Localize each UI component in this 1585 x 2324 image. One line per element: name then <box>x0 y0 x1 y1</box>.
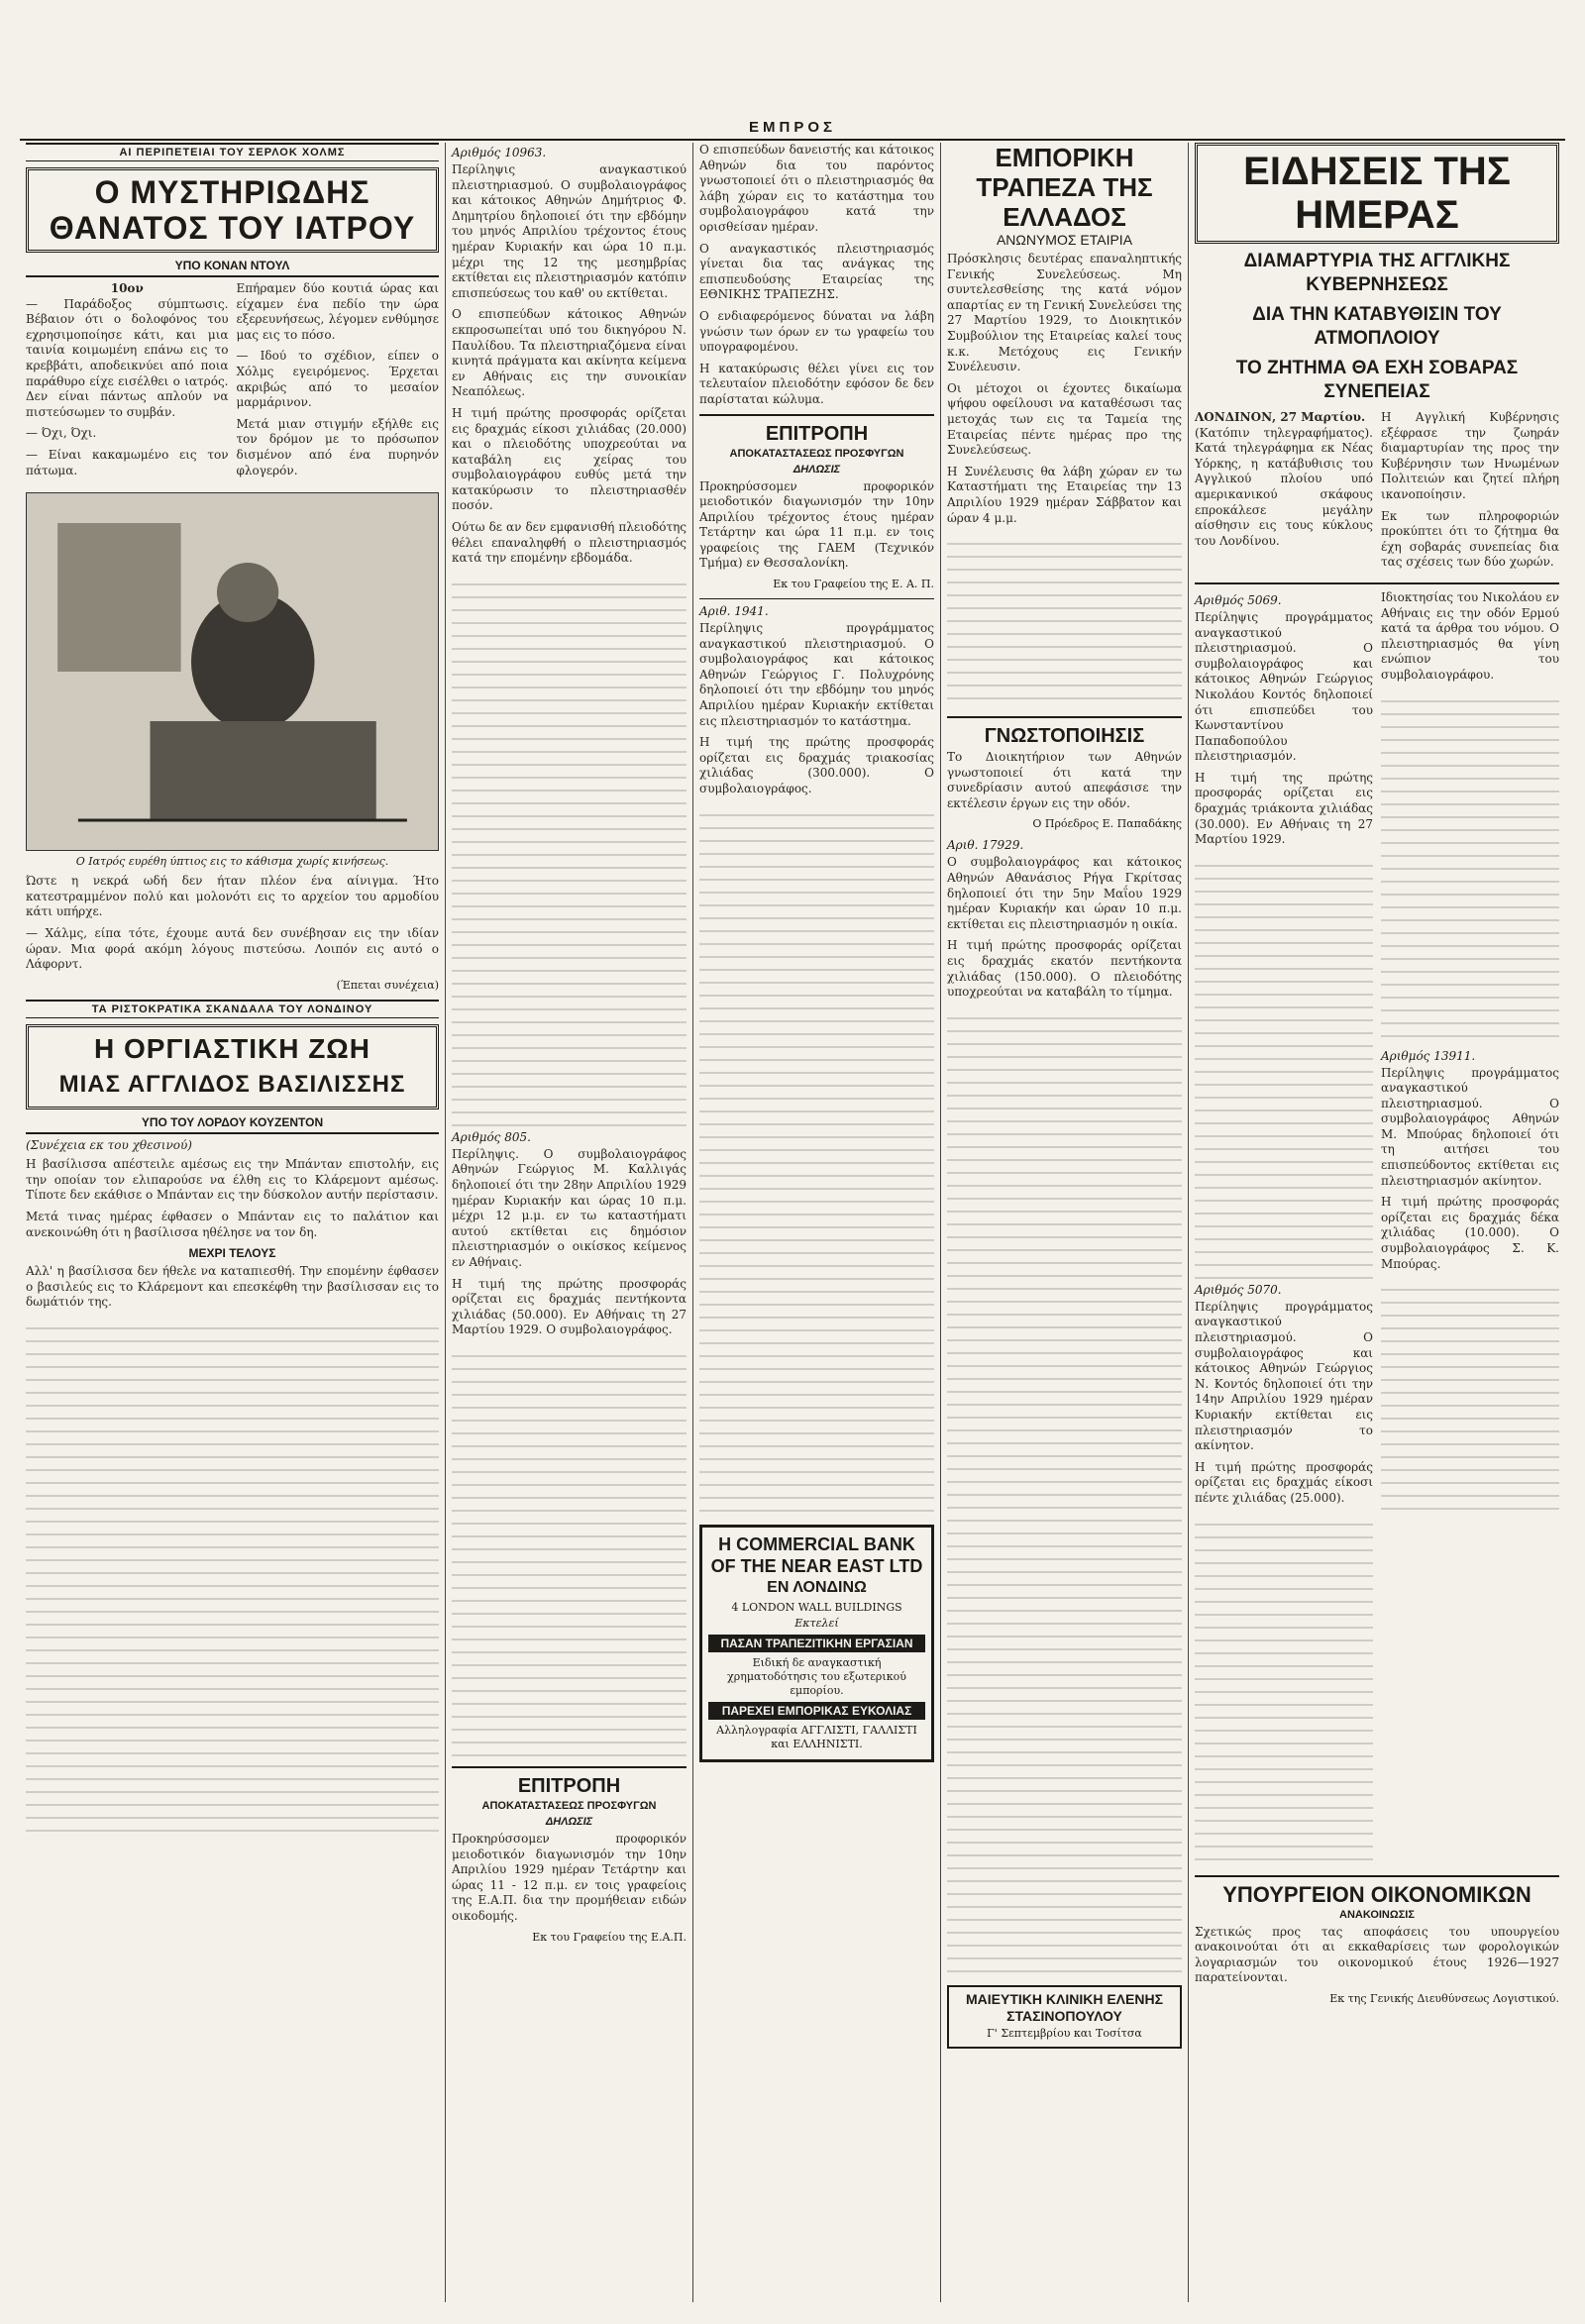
divider <box>1195 1875 1559 1877</box>
scandal-paragraph: Η βασίλισσα απέστειλε αμέσως εις την Μπάνταν επιστολήν, εις την οποίαν τον ελιπαρούσε να έλθη εις το Κλάρεμοντ αμέσως. Τίποτε δεν εκάθισε ο Μπάνταν εις την δύσκολον αυτήν περίστασιν. <box>26 1157 439 1203</box>
notice-text: Το Διοικητήριον των Αθηνών γνωστοποιεί ότι κατά την συνεδρίασιν αυτού απεφάσισε την εκτέλεσιν έργων εις την οδόν. <box>947 750 1182 810</box>
serial-headline-line2: ΘΑΝΑΤΟΣ ΤΟΥ ΙΑΤΡΟΥ <box>49 210 416 246</box>
serial-paragraph: — Ιδού το σχέδιον, είπεν ο Χόλμς εγειρόμενος. Έρχεται ακριβώς από το μεσαίον μαρμάρινον. <box>236 349 439 410</box>
news-paragraph: Εκ των πληροφοριών προκύπτει ότι το ζήτημα θα έχη σοβαράς συνεπείας δια τας σχέσεις των δύο χωρών. <box>1381 508 1559 570</box>
ad-title-line2: OF THE NEAR EAST LTD <box>710 1555 923 1576</box>
article-number: Αριθμός 13911. <box>1381 1048 1476 1063</box>
clinic-ad-address: Γ' Σεπτεμβρίου και Τοσίτσα <box>987 2026 1142 2040</box>
illustration-drawing <box>27 493 438 850</box>
scandal-subhead: ΜΕΧΡΙ ΤΕΛΟΥΣ <box>188 1246 276 1261</box>
column-legal-notices-a <box>446 143 693 2302</box>
notice-paragraph: Ο επισπεύδων κάτοικος Αθηνών εκπροσωπείται υπό του δικηγόρου Ν. Παυλίδου. Τα πλειστηριαζόμενα είναι κινητά πράγματα και ακίνητα κείμενα εν Αθήναις εις την συνοικίαν Νεαπόλεως. <box>452 307 687 399</box>
ad-title-line1: Η COMMERCIAL BANK <box>718 1533 915 1554</box>
serial-paragraph: Ώστε η νεκρά ωδή δεν ήταν πλέον ένα αίνιγμα. Ήτο κατεστραμμένον πολύ και μολονότι εις το αρχείον του αρμοδίου κάτι υπήρχε. <box>26 874 439 919</box>
text-filler <box>26 1317 439 1832</box>
refugee-committee-title: ΕΠΙΤΡΟΠΗ <box>765 422 869 445</box>
serial-byline: ΥΠΟ ΚΟΝΑΝ ΝΤΟΥΛ <box>26 259 439 277</box>
notice-paragraph: Περίληψις προγράμματος αναγκαστικού πλειστηριασμού. Ο συμβολαιογράφος και κάτοικος Αθηνών Γεώργιος Γ. Πολυχρόνης δηλοποιεί ότι την εβδόμην του μηνός Απριλίου ημέραν Κυριακήν εκτίθεται εις πλειστηριασμόν το κατάστημα. <box>699 621 934 728</box>
notice-paragraph: Ιδιοκτησίας του Νικολάου εν Αθήναις εις την οδόν Ερμού κατά τα άρθρα του νόμου. Ο πλειστηριασμός θα γίνη ενώπιον του συμβολαιογράφου. <box>1381 589 1559 682</box>
text-filler <box>947 532 1182 710</box>
clinic-ad-title: ΜΑΙΕΥΤΙΚΗ ΚΛΙΝΙΚΗ ΕΛΕΝΗΣ ΣΤΑΣΙΝΟΠΟΥΛΟΥ <box>966 1990 1163 2024</box>
masthead: ΕΜΠΡΟΣ <box>20 117 1565 141</box>
article-number: Αριθ. 17929. <box>947 838 1024 853</box>
notice-paragraph: Η τιμή πρώτης προσφοράς ορίζεται εις δραχμάς είκοσι πέντε χιλιάδας (25.000). <box>1195 1459 1373 1505</box>
column-serial-stories <box>20 143 446 2302</box>
serial-paragraph: — Παράδοξος σύμπτωσις. Βέβαιον ότι ο δολοφόνος του εχρησιμοποίησε κάτι, και μια ταινία κοιμωμένη επάνω εις το κρεββάτι, αποδεικνύει από ποια παράθυρο είχε εισέλθει ο ιατρός. Δεν είναι πάντως απλούν να πιστεύσωμεν το συμβάν. <box>26 296 229 419</box>
notice-paragraph: Η τιμή πρώτης προσφοράς ορίζεται εις δραχμάς δέκα χιλιάδας (10.000). Ο συμβολαιογράφος Σ. Κ. Μπούρας. <box>1381 1195 1559 1271</box>
notice-paragraph: Ούτω δε αν δεν εμφανισθή πλειοδότης θέλει επαναληφθή ο πλειστηριασμός κατά την επομένην εβδομάδα. <box>452 520 687 566</box>
refugee-committee-subtitle: ΑΠΟΚΑΤΑΣΤΑΣΕΩΣ ΠΡΟΣΦΥΓΩΝ <box>481 1799 657 1812</box>
scandal-headline-line1: Η ΟΡΓΙΑΣΤΙΚΗ ΖΩΗ <box>94 1032 370 1064</box>
refugee-committee-title: ΕΠΙΤΡΟΠΗ <box>517 1774 621 1797</box>
ad-line: Εκτελεί <box>794 1616 839 1630</box>
column-news-of-the-day <box>1189 143 1565 2302</box>
episode-number: 10ον <box>110 281 144 295</box>
notice-paragraph: Η Συνέλευσις θα λάβη χώραν εν τω Καταστήματι της Εταιρείας την 13 Απριλίου 1929 ημέραν Σάββατον και ώραν 4 μ.μ. <box>947 464 1182 525</box>
notice-signature: Ο Πρόεδρος Ε. Παπαδάκης <box>1032 817 1182 831</box>
scandal-continued: (Συνέχεια εκ του χθεσινού) <box>26 1137 192 1152</box>
serial-illustration <box>26 492 439 851</box>
notice-paragraph: Ο επισπεύδων δανειστής και κάτοικος Αθηνών δια του παρόντος γνωστοποιεί ότι ο πλειστηριασμός θα λάβη χώραν εις το κατάστημα του συμβολαιογράφου κατά την ορισθείσαν ημέραν. <box>699 143 934 234</box>
notice-paragraph: Περίληψις αναγκαστικού πλειστηριασμού. Ο συμβολαιογράφος και κάτοικος Αθηνών Δημήτριος Φ. Δημητρίου δηλοποιεί ότι την εβδόμην του μηνός Απριλίου τρέχοντος έτους ημέραν Κυριακήν και ώρα 10 π.μ. μέχρι της 12 της μεσημβρίας εκτίθεται εις πλειστηριασμόν κατόπιν επισπεύσεως του καθ' ου εκτίθεται. <box>452 162 687 300</box>
serial-paragraph: — Είναι κακαμωμένο εις τον πάτωμα. <box>26 447 229 477</box>
serial-kicker: ΑΙ ΠΕΡΙΠΕΤΕΙΑΙ ΤΟΥ ΣΕΡΛΟΚ ΧΟΛΜΣ <box>26 143 439 161</box>
text-filler <box>452 1344 687 1760</box>
scandal-kicker: ΤΑ ΡΙΣΤΟΚΡΑΤΙΚΑ ΣΚΑΝΔΑΛΑ ΤΟΥ ΛΟΝΔΙΝΟΥ <box>26 1000 439 1018</box>
serial-headline-line1: Ο ΜΥΣΤΗΡΙΩΔΗΣ <box>94 174 370 210</box>
serial-signature: (Έπεται συνέχεια) <box>336 978 439 992</box>
divider <box>699 598 934 599</box>
ad-line: Αλληλογραφία ΑΓΓΛΙΣΤΙ, ΓΑΛΛΙΣΤΙ και ΕΛΛΗΝΙΣΤΙ. <box>716 1723 917 1750</box>
news-subtitle-2: ΔΙΑ ΤΗΝ ΚΑΤΑΒΥΘΙΣΙΝ ΤΟΥ ΑΤΜΟΠΛΟΙΟΥ <box>1252 304 1502 349</box>
notice-paragraph: Η τιμή της πρώτης προσφοράς ορίζεται εις δραχμάς τριάκοντα χιλιάδας (30.000). Εν Αθήναις τη 27 Μαρτίου 1929. <box>1195 770 1373 847</box>
divider <box>1195 582 1559 584</box>
text-filler <box>1381 689 1559 1046</box>
article-number: Αριθμός 805. <box>452 1129 531 1144</box>
refugee-committee-text: Προκηρύσσομεν προφορικόν μειοδοτικόν διαγωνισμόν την 10ην Απριλίου τρέχοντος έτους ημέραν Τετάρτην και ώρα 11 π.μ. εν τοις γραφείοις της ΓΑΕΜ (Τεχνικόν Τμήμα) εν Θεσσαλονίκη. <box>699 478 934 571</box>
ad-line: Ειδική δε αναγκαστική χρηματοδότησις του εξωτερικού εμπορίου. <box>727 1655 906 1697</box>
notice-paragraph: Ο συμβολαιογράφος και κάτοικος Αθηνών Αθανάσιος Ρήγα Γκρίτσας δηλοποιεί ότι την 5ην Μαΐου 1929 ημέραν Κυριακήν και ώραν 10 π.μ. εκτίθεται εις πλειστηριασμόν η οικία. <box>947 855 1182 931</box>
news-subtitle-3: ΤΟ ΖΗΤΗΜΑ ΘΑ ΕΧΗ ΣΟΒΑΡΑΣ ΣΥΝΕΠΕΙΑΣ <box>1235 358 1519 402</box>
refugee-committee-signature: Εκ του Γραφείου της Ε. Α. Π. <box>773 578 934 591</box>
notice-title: ΓΝΩΣΤΟΠΟΙΗΣΙΣ <box>984 725 1145 748</box>
notice-paragraph: Πρόσκλησις δευτέρας επαναληπτικής Γενικής Συνελεύσεως. Μη συντελεσθείσης της κατά νόμον απαρτίας εν τη Γενική Συνελεύσει της 27 Μαρτίου 1929, το Διοικητικόν Συμβούλιον της Εταιρείας καλεί τους κ.κ. Μετόχους εις Γενικήν Συνέλευσιν. <box>947 252 1182 374</box>
ministry-signature: Εκ της Γενικής Διευθύνσεως Λογιστικού. <box>1329 1991 1559 2005</box>
divider <box>452 1766 687 1768</box>
notice-paragraph: Περίληψις. Ο συμβολαιογράφος Αθηνών Γεώργιος Μ. Καλλιγάς δηλοποιεί ότι την 28ην Απριλίου 1929 ημέραν Κυριακήν και ώρας 10 π.μ. μέχρι 12 μ.μ. εν τω καταστήματι αυτού εκτίθεται εις δημόσιον πλειστηριασμόν ο οικίσκος κείμενος εν Αθήναις. <box>452 1146 687 1269</box>
notice-paragraph: Η τιμή της πρώτης προσφοράς ορίζεται εις δραχμάς πεντήκοντα χιλιάδας (50.000). Εν Αθήναις τη 27 Μαρτίου 1929. Ο συμβολαιογράφος. <box>452 1276 687 1337</box>
ad-address: 4 LONDON WALL BUILDINGS <box>731 1600 902 1614</box>
notice-paragraph: Η κατακύρωσις θέλει γίνει εις τον τελευταίον πλειοδότην εφόσον δε δεν παρίσταται κώλυμα. <box>699 361 934 406</box>
text-filler <box>947 1006 1182 1977</box>
scandal-paragraph: Μετά τινας ημέρας έφθασεν ο Μπάνταν εις το παλάτιον και ανεκοινώθη ότι η βασίλισσα ηθέλησε να τον δη. <box>26 1210 439 1239</box>
notice-paragraph: Ο ενδιαφερόμενος δύναται να λάβη γνώσιν των όρων εν τω γραφείω του υπογραφομένου. <box>699 308 934 355</box>
ad-title-line3: ΕΝ ΛΟΝΔΙΝΩ <box>767 1578 867 1596</box>
scandal-headline-box <box>26 1024 439 1109</box>
commercial-bank-subtitle: ΑΝΩΝΥΜΟΣ ΕΤΑΙΡΙΑ <box>996 232 1133 248</box>
article-number: Αριθμός 10963. <box>452 146 547 159</box>
scandal-byline: ΥΠΟ ΤΟΥ ΛΟΡΔΟΥ ΚΟΥΖΕΝΤΟΝ <box>26 1115 439 1134</box>
ministry-text: Σχετικώς προς τας αποφάσεις του υπουργείου ανακοινούται ότι αι εκκαθαρίσεις των φορολογικών λογαριασμών του οικονομικού έτους 1926—1927 παρατείνονται. <box>1195 1924 1559 1985</box>
column-legal-notices-b <box>693 143 941 2302</box>
refugee-committee-signature: Εκ του Γραφείου της Ε.Α.Π. <box>532 1930 687 1944</box>
notice-paragraph: Περίληψις προγράμματος αναγκαστικού πλειστηριασμού. Ο συμβολαιογράφος και κάτοικος Αθηνών Γεώργιος Ν. Κοντός δηλοποιεί ότι την 14ην Απριλίου 1929 ημέραν Κυριακήν εκτίθεται εις πλειστηριασμόν το ακίνητον. <box>1195 1299 1373 1453</box>
text-filler <box>699 803 934 1517</box>
refugee-committee-kicker: ΔΗΛΩΣΙΣ <box>792 463 841 475</box>
news-subtitle-1: ΔΙΑΜΑΡΤΥΡΙΑ ΤΗΣ ΑΓΓΛΙΚΗΣ ΚΥΒΕΡΝΗΣΕΩΣ <box>1243 251 1511 295</box>
news-title: ΕΙΔΗΣΕΙΣ ΤΗΣ ΗΜΕΡΑΣ <box>1195 143 1559 244</box>
news-paragraph: (Κατόπιν τηλεγραφήματος). Κατά τηλεγράφημα εκ Νέας Υόρκης, η κατάβυθισις του Αγγλικού πλοίου υπό αμερικανικού σκάφους επροκάλεσε μεγάλην αίσθησιν εις τους κύκλους του Λονδίνου. <box>1195 425 1373 548</box>
commercial-bank-title: ΕΜΠΟΡΙΚΗ ΤΡΑΠΕΖΑ ΤΗΣ ΕΛΛΑΔΟΣ <box>976 143 1153 232</box>
notice-paragraph: Ο αναγκαστικός πλειστηριασμός γίνεται δια τας ανάγκας της επισπευδούσης Εταιρείας της ΕΘΝΙΚΗΣ ΤΡΑΠΕΖΗΣ. <box>699 241 934 302</box>
notice-paragraph: Η τιμή της πρώτης προσφοράς ορίζεται εις δραχμάς τριακοσίας χιλιάδας (300.000). Ο συμβολαιογράφος. <box>699 735 934 795</box>
serial-paragraph: Επήραμεν δύο κουτιά ώρας και είχαμεν ένα πεδίο την ώρα εξερευνήσεως, λέγομεν ενθύμησε μας εις το πόσο. <box>236 281 439 342</box>
column-commercial-bank <box>941 143 1189 2302</box>
text-filler <box>1195 854 1373 1280</box>
ad-band: ΠΑΣΑΝ ΤΡΑΠΕΖΙΤΙΚΗΝ ΕΡΓΑΣΙΑΝ <box>708 1635 925 1652</box>
refugee-committee-kicker: ΔΗΛΩΣΙΣ <box>545 1815 593 1828</box>
refugee-committee-text: Προκηρύσσομεν προφορικόν μειοδοτικόν διαγωνισμόν την 10ην Απριλίου 1929 ημέραν Τετάρτην και ώρας 11 - 12 π.μ. εν τοις γραφείοις της Ε.Α.Π. δια την προμήθειαν ειδών οικοδομής. <box>452 1831 687 1923</box>
article-number: Αριθμός 5069. <box>1195 592 1282 607</box>
scandal-headline-line2: ΜΙΑΣ ΑΓΓΛΙΔΟΣ ΒΑΣΙΛΙΣΣΗΣ <box>58 1070 406 1098</box>
news-paragraph: Η Αγγλική Κυβέρνησις εξέφρασε την ζωηράν διαμαρτυρίαν της προς την Κυβέρνησιν των Ηνωμένων Πολιτειών και ζητεί πλήρη ικανοποίησιν. <box>1381 410 1559 501</box>
ministry-title: ΥΠΟΥΡΓΕΙΟΝ ΟΙΚΟΝΟΜΙΚΩΝ <box>1222 1881 1532 1907</box>
refugee-committee-subtitle: ΑΠΟΚΑΤΑΣΤΑΣΕΩΣ ΠΡΟΣΦΥΓΩΝ <box>729 447 904 460</box>
news-dateline: ΛΟΝΔΙΝΟΝ, 27 Μαρτίου. <box>1195 410 1366 424</box>
serial-paragraph: — Χάλμς, είπα τότε, έχουμε αυτά δεν συνέβησαν εις την ιδίαν ώραν. Μια φορά ακόμη λόγους πιστεύσω. Λοιπόν εις αυτό ο Λάφορντ. <box>26 925 439 972</box>
divider <box>947 716 1182 718</box>
ad-band: ΠΑΡΕΧΕΙ ΕΜΠΟΡΙΚΑΣ ΕΥΚΟΛΙΑΣ <box>708 1702 925 1720</box>
text-filler <box>1195 1513 1373 1869</box>
serial-paragraph: — Όχι, Όχι. <box>26 426 97 441</box>
notice-paragraph: Οι μέτοχοι οι έχοντες δικαίωμα ψήφου οφείλουσι να καταθέσωσι τας μετοχάς των εις τα Ταμεία της Εταιρείας πέντε ημέρας προ της Συνελεύσεως. <box>947 380 1182 458</box>
maternity-clinic-ad <box>947 1985 1182 2049</box>
serial-paragraph: Μετά μιαν στιγμήν εξήλθε εις τον δρόμον με το πρόσωπον δισμένον από ένα πυρηνόν φλογερόν. <box>236 416 439 477</box>
notice-paragraph: Περίληψις προγράμματος αναγκαστικού πλειστηριασμού. Ο συμβολαιογράφος Αθηνών Μ. Μπούρας δηλοποιεί ότι τη αιτήσει του επισπεύδοντος εκτίθεται εις πλειστηριασμόν ακίνητον. <box>1381 1065 1559 1188</box>
notice-paragraph: Η τιμή πρώτης προσφοράς ορίζεται εις δραχμάς είκοσι χιλιάδας (20.000) και ο πλειοδότης υποχρεούται να καταβάλη εις χείρας του συμβολαιογράφου ευθύς μετά την κατακύρωσιν το πλειστηριασθέν ποσόν. <box>452 405 687 513</box>
divider <box>699 414 934 416</box>
text-filler <box>1381 1278 1559 1516</box>
article-number: Αριθμός 5070. <box>1195 1282 1282 1297</box>
serial-headline-box <box>26 167 439 253</box>
notice-paragraph: Η τιμή πρώτης προσφοράς ορίζεται εις δραχμάς εκατόν πεντήκοντα χιλιάδας (150.000). Ο πλειοδότης υποχρεούται να καταβάλη το τίμημα. <box>947 938 1182 1000</box>
illustration-caption: Ο Ιατρός ευρέθη ύπτιος εις το κάθισμα χωρίς κινήσεως. <box>75 855 389 869</box>
article-number: Αριθ. 1941. <box>699 604 769 619</box>
commercial-bank-ad <box>699 1525 934 1762</box>
text-filler <box>452 573 687 1127</box>
scandal-paragraph: Αλλ' η βασίλισσα δεν ήθελε να καταπιεσθή. Την επομένην έφθασεν ο βασιλεύς εις το Κλάρεμοντ και επεσκέφθη την βασίλισσαν εις το δωμάτιόν της. <box>26 1264 439 1310</box>
ministry-kicker: ΑΝΑΚΟΙΝΩΣΙΣ <box>1339 1908 1415 1921</box>
notice-paragraph: Περίληψις προγράμματος αναγκαστικού πλειστηριασμού. Ο συμβολαιογράφος και κάτοικος Αθηνών Γεώργιος Νικολάου Κοντός δηλοποιεί ότι επισπεύδει του Κωνσταντίνου Παπαδοπούλου πλειστηριασμόν. <box>1195 609 1373 764</box>
